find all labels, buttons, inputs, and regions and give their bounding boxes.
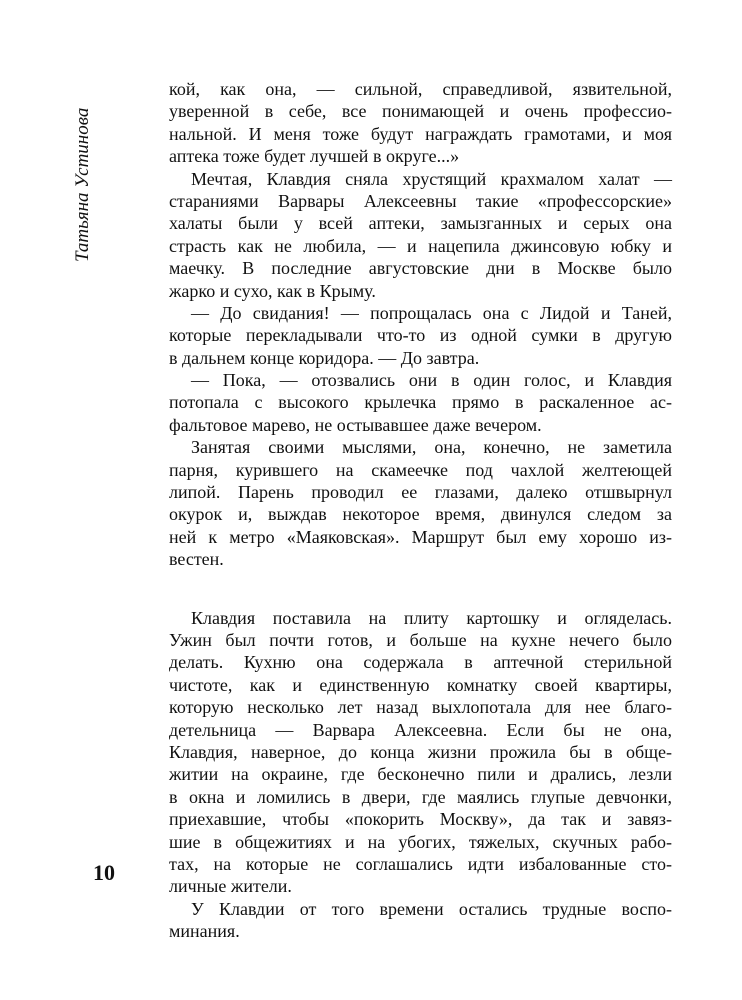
text-line: У Клавдии от того времени остались трудные воспо- — [191, 898, 672, 919]
text-line: которую несколько лет назад выхлопотала для нее благо- — [169, 697, 672, 718]
text-line: — Пока, — отозвались они в один голос, и Клавдия — [191, 370, 672, 391]
text-line: в дальнем конце коридора. — До завтра. — [169, 347, 480, 368]
text-line: шие в общежитиях и на убогих, тяжелых, скучных рабо- — [169, 831, 672, 852]
text-line: жарко и сухо, как в Крыму. — [169, 280, 376, 301]
page-number: 10 — [93, 860, 115, 885]
text-line: личные жители. — [169, 876, 292, 897]
text-line: маечку. В последние августовские дни в Москве было — [169, 258, 672, 279]
text-line: фальтовое марево, не остывавшее даже вечером. — [169, 414, 542, 435]
text-line: ней к метро «Маяковская». Маршрут был ему хорошо из- — [169, 526, 672, 547]
text-line: минания. — [169, 921, 240, 942]
text-line: житии на окраине, где бесконечно пили и дрались, лезли — [169, 764, 672, 785]
text-line: Клавдия поставила на плиту картошку и огляделась. — [191, 607, 672, 628]
text-line: нальной. И меня тоже будут награждать грамотами, и моя — [169, 123, 672, 144]
body-text — [169, 78, 672, 942]
running-head: Татьяна Устинова — [72, 107, 93, 262]
text-line: окурок и, выждав некоторое время, двинулся следом за — [169, 504, 672, 525]
section-break — [169, 571, 672, 607]
text-line: стараниями Варвары Алексеевны такие «профессорские» — [169, 190, 672, 211]
text-line: халаты были у всей аптеки, замызганных и серых она — [169, 213, 672, 234]
text-line: вестен. — [169, 549, 224, 570]
text-line: чистоте, как и единственную комнатку своей квартиры, — [169, 674, 672, 695]
text-line: Ужин был почти готов, и больше на кухне нечего было — [169, 629, 672, 650]
text-line: — До свидания! — попрощалась она с Лидой и Таней, — [191, 302, 672, 323]
text-line: аптека тоже будет лучшей в округе...» — [169, 146, 460, 167]
text-line: детельница — Варвара Алексеевна. Если бы не она, — [169, 719, 672, 740]
text-line: делать. Кухню она содержала в аптечной стерильной — [169, 652, 672, 673]
text-line: парня, курившего на скамеечке под чахлой желтеющей — [169, 459, 672, 480]
text-line: потопала с высокого крылечка прямо в раскаленное ас- — [169, 392, 672, 413]
text-line: страсть как не любила, — и нацепила джинсовую юбку и — [169, 235, 672, 256]
text-line: приехавшие, чтобы «покорить Москву», да так и завяз- — [169, 809, 672, 830]
text-line: Клавдия, наверное, до конца жизни прожила бы в обще- — [169, 741, 672, 762]
text-line: Занятая своими мыслями, она, конечно, не заметила — [191, 437, 672, 458]
text-line: Мечтая, Клавдия сняла хрустящий крахмалом халат — — [191, 168, 672, 189]
text-line: тах, на которые не соглашались идти избалованные сто- — [169, 853, 672, 874]
text-line: кой, как она, — сильной, справедливой, язвительной, — [169, 79, 672, 99]
text-line: которые перекладывали что-то из одной сумки в другую — [169, 325, 672, 346]
text-line: уверенной в себе, все понимающей и очень профессио- — [169, 101, 672, 122]
text-line: в окна и ломились в двери, где маялись глупые девчонки, — [169, 786, 672, 807]
text-line: липой. Парень проводил ее глазами, далеко отшвырнул — [169, 482, 672, 503]
